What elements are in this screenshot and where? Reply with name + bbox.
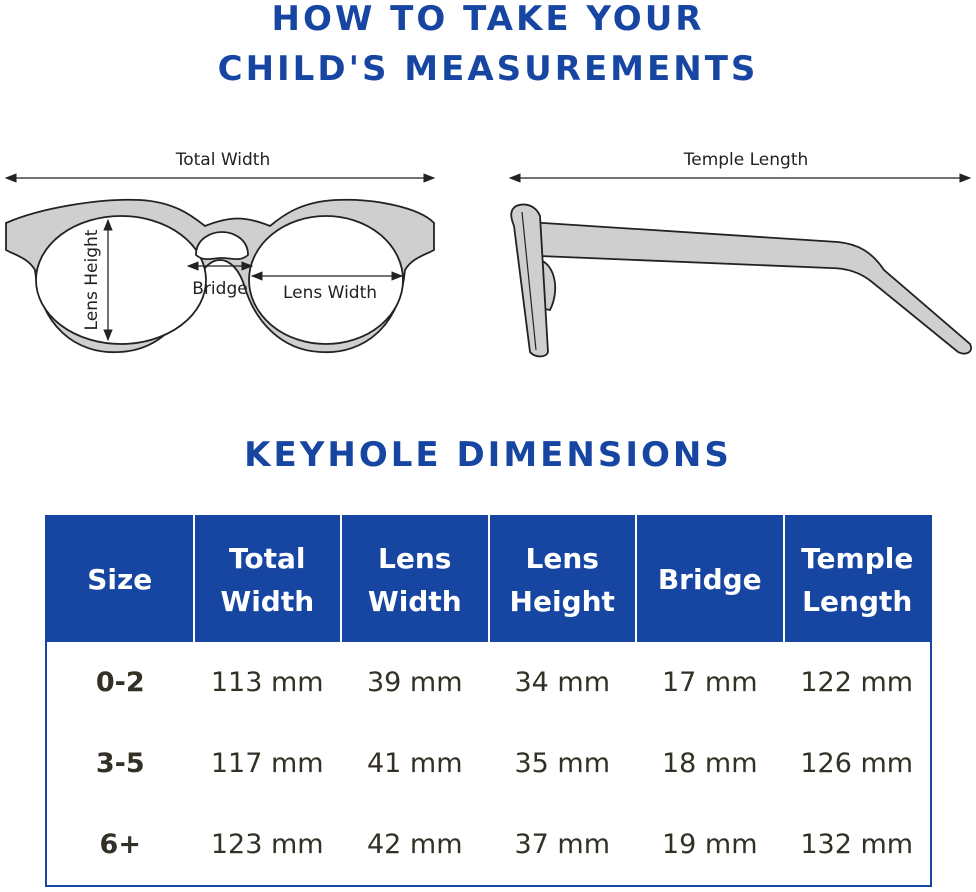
size-cell: 3-5 (95, 748, 145, 779)
lens-height-cell: 35 mm (514, 748, 611, 779)
left-lens (36, 216, 206, 344)
lens-width-cell: 41 mm (366, 748, 463, 779)
measurement-diagram (0, 130, 976, 370)
lens-width-cell: 39 mm (366, 667, 463, 698)
table-row (46, 723, 931, 804)
page-title (0, 0, 976, 94)
dimensions-table (45, 515, 932, 887)
title-line-2: CHILD'S MEASUREMENTS (217, 49, 759, 89)
header-total-width: Total Width (194, 516, 342, 642)
table-header-row (46, 516, 931, 642)
header-size: Size (46, 516, 194, 642)
title-line-1: HOW TO TAKE YOUR (271, 0, 705, 39)
table-row (46, 804, 931, 886)
temple-length-cell: 122 mm (800, 667, 914, 698)
glasses-side-view (511, 204, 971, 356)
lens-height-cell: 34 mm (514, 667, 611, 698)
temple-length-label: Temple Length (683, 150, 809, 170)
lens-height-label: Lens Height (82, 229, 102, 331)
bridge-cell: 18 mm (661, 748, 758, 779)
temple-length-cell: 126 mm (800, 748, 914, 779)
total-width-cell: 123 mm (210, 829, 324, 860)
lens-height-cell: 37 mm (514, 829, 611, 860)
bridge-cell: 17 mm (661, 667, 758, 698)
size-cell: 0-2 (95, 667, 145, 698)
bridge-label: Bridge (192, 279, 248, 299)
lens-width-label: Lens Width (282, 283, 378, 303)
lens-width-cell: 42 mm (366, 829, 463, 860)
header-bridge: Bridge (636, 516, 784, 642)
temple-arm (528, 222, 971, 354)
header-lens-height: Lens Height (489, 516, 637, 642)
temple-length-cell: 132 mm (800, 829, 914, 860)
size-cell: 6+ (99, 829, 141, 860)
table-title: KEYHOLE DIMENSIONS (244, 435, 732, 475)
right-lens (249, 216, 403, 344)
total-width-cell: 117 mm (210, 748, 324, 779)
table-row (46, 642, 931, 723)
glasses-front-view (6, 200, 434, 352)
bridge-cell: 19 mm (661, 829, 758, 860)
total-width-cell: 113 mm (210, 667, 324, 698)
header-temple-length: Temple Length (784, 516, 932, 642)
header-lens-width: Lens Width (341, 516, 489, 642)
total-width-label: Total Width (175, 150, 271, 170)
